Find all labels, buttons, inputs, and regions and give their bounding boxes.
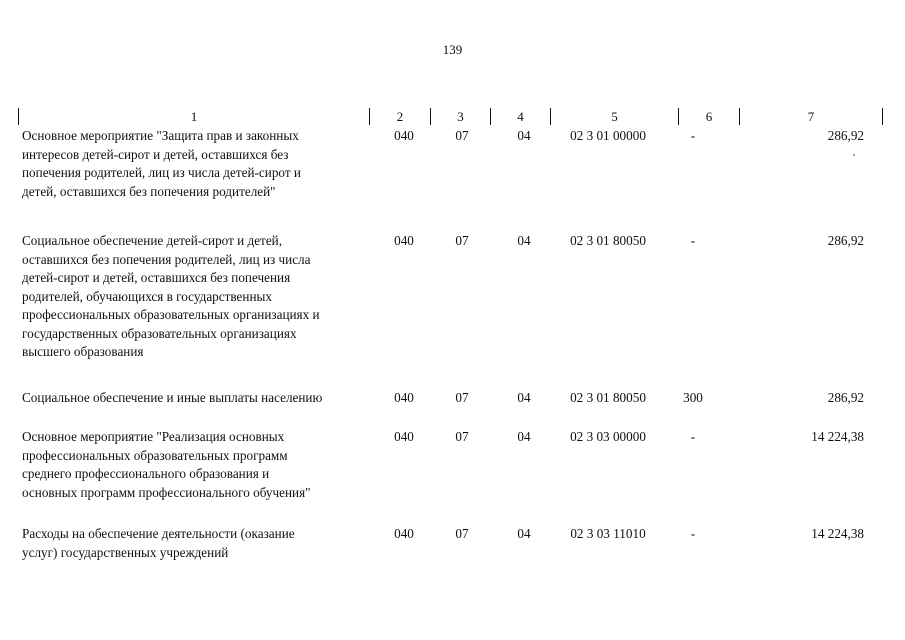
row-name-line: среднего профессионального образования и — [22, 466, 270, 481]
row-section-code: 07 — [455, 128, 469, 143]
row-admin-code: 040 — [394, 233, 414, 248]
row-amount: 14 224,38 — [811, 526, 864, 541]
row-section-code: 07 — [455, 429, 469, 444]
row-name-line: основных программ профессионального обучения" — [22, 484, 311, 500]
row-target-code: 02 3 01 80050 — [570, 390, 646, 405]
row-name-line: родителей, обучающихся в государственных — [22, 288, 272, 304]
row-name — [22, 428, 374, 502]
row-admin-code: 040 — [394, 429, 414, 444]
row-name — [22, 232, 374, 362]
row-amount: 286,92 — [827, 233, 864, 248]
row-amount: 14 224,38 — [811, 429, 864, 444]
row-amount: 286,92 — [827, 128, 864, 143]
row-name-line: оставшихся без попечения родителей, лиц из числа — [22, 251, 311, 267]
header-col-3: 3 — [430, 108, 491, 125]
header-col-7: 7 — [739, 108, 883, 125]
header-col-5: 5 — [550, 108, 679, 125]
row-amount: 286,92 — [827, 390, 864, 405]
row-name-line: детей-сирот и детей, оставшихся без попечения — [22, 270, 291, 285]
row-subsection-code: 04 — [517, 233, 531, 248]
header-col-1: 1 — [18, 108, 370, 125]
row-subsection-code: 04 — [517, 429, 531, 444]
row-subsection-code: 04 — [517, 390, 531, 405]
header-col-2: 2 — [369, 108, 431, 125]
row-name-line: Расходы на обеспечение деятельности (оказание — [22, 526, 295, 541]
row-name — [22, 389, 382, 408]
row-name-line: Основное мероприятие "Защита прав и законных — [22, 128, 299, 143]
row-expense-type: - — [690, 526, 696, 541]
row-name — [22, 525, 374, 562]
row-name-line: Основное мероприятие "Реализация основных — [22, 429, 285, 444]
row-name-line: профессиональных образовательных организациях и — [22, 307, 320, 322]
header-col-6: 6 — [678, 108, 740, 125]
row-section-code: 07 — [455, 526, 469, 541]
row-name-line: Социальное обеспечение и иные выплаты населению — [22, 390, 323, 405]
row-name-line: попечения родителей, лиц из числа детей-сирот и — [22, 165, 301, 180]
scan-speck — [853, 154, 855, 156]
row-name-line: интересов детей-сирот и детей, оставшихся без — [22, 146, 289, 162]
row-target-code: 02 3 03 11010 — [570, 526, 646, 541]
row-expense-type: 300 — [683, 390, 703, 405]
row-admin-code: 040 — [394, 526, 414, 541]
row-target-code: 02 3 03 00000 — [570, 429, 646, 444]
row-section-code: 07 — [455, 390, 469, 405]
row-name-line: Социальное обеспечение детей-сирот и детей, — [22, 233, 283, 248]
row-name-line: услуг) государственных учреждений — [22, 544, 229, 560]
row-name — [22, 127, 374, 201]
row-expense-type: - — [690, 429, 696, 444]
row-expense-type: - — [690, 128, 696, 143]
header-col-4: 4 — [490, 108, 551, 125]
row-admin-code: 040 — [394, 128, 414, 143]
row-name-line: детей, оставшихся без попечения родителей" — [22, 183, 276, 199]
row-subsection-code: 04 — [517, 128, 531, 143]
row-name-line: высшего образования — [22, 344, 144, 359]
row-name-line: государственных образовательных организациях — [22, 325, 297, 341]
row-section-code: 07 — [455, 233, 469, 248]
row-subsection-code: 04 — [517, 526, 531, 541]
page-number: 139 — [442, 42, 463, 57]
row-expense-type: - — [690, 233, 696, 248]
row-target-code: 02 3 01 80050 — [570, 233, 646, 248]
row-admin-code: 040 — [394, 390, 414, 405]
row-name-line: профессиональных образовательных программ — [22, 447, 288, 463]
row-target-code: 02 3 01 00000 — [570, 128, 646, 143]
